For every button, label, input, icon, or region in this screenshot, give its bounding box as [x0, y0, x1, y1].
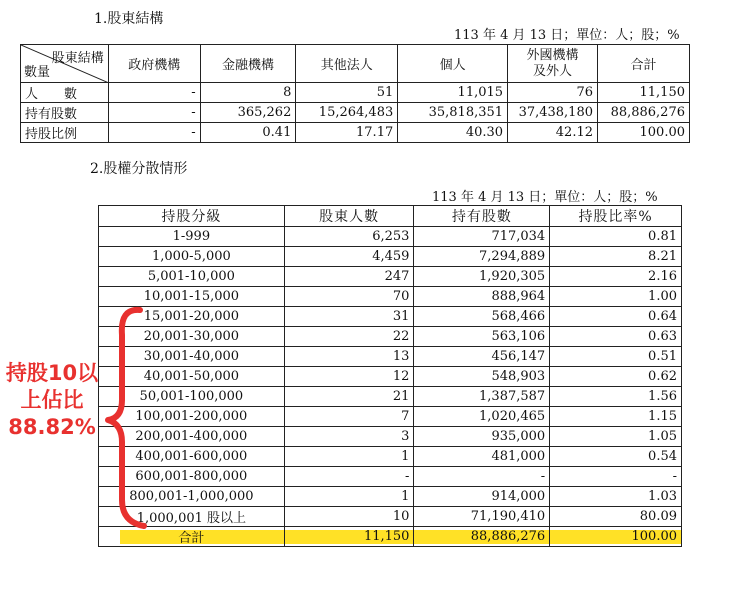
shares-cell: 456,147 [414, 347, 550, 367]
tier-cell: 1-999 [99, 227, 285, 247]
annotation-line: 持股10以 [5, 361, 99, 385]
col-header: 其他法人 [296, 45, 398, 83]
tier-cell: 20,001-30,000 [99, 327, 285, 347]
col-header: 政府機構 [108, 45, 200, 83]
annotation-line: 上佔比 [20, 388, 84, 412]
shareholder-structure-table [20, 44, 690, 143]
red-brace-annotation [100, 300, 150, 530]
tier-cell: 100,001-200,000 [99, 407, 285, 427]
col-header-holders: 股東人數 [284, 206, 414, 227]
pct-cell: 0.63 [550, 327, 682, 347]
shares-cell: 1,387,587 [414, 387, 550, 407]
cell: 0.41 [200, 123, 296, 143]
tier-cell: 1,000,001 股以上 [99, 507, 285, 527]
shares-cell: 1,920,305 [414, 267, 550, 287]
cell: - [108, 83, 200, 103]
structure-row-holders [21, 83, 690, 103]
row-label: 持股比例 [21, 123, 109, 143]
tier-cell: 50,001-100,000 [99, 387, 285, 407]
structure-row-ratio [21, 123, 690, 143]
tier-cell: 400,001-600,000 [99, 447, 285, 467]
pct-cell: 1.03 [550, 487, 682, 507]
pct-cell: 1.00 [550, 287, 682, 307]
holders-cell: 13 [284, 347, 414, 367]
holders-cell: 10 [284, 507, 414, 527]
distribution-row [99, 447, 682, 467]
tier-cell: 800,001-1,000,000 [99, 487, 285, 507]
holders-cell: 31 [284, 307, 414, 327]
corner-diagonal-header [21, 45, 109, 83]
shares-cell: 548,903 [414, 367, 550, 387]
shares-cell: 563,106 [414, 327, 550, 347]
col-header: 合計 [598, 45, 690, 83]
distribution-row [99, 247, 682, 267]
distribution-row [99, 427, 682, 447]
distribution-row [99, 347, 682, 367]
holders-cell: 3 [284, 427, 414, 447]
cell: - [108, 103, 200, 123]
col-header: 個人 [398, 45, 508, 83]
holders-cell: 247 [284, 267, 414, 287]
cell: 40.30 [398, 123, 508, 143]
pct-cell: 1.56 [550, 387, 682, 407]
pct-cell: 0.51 [550, 347, 682, 367]
tier-cell: 5,001-10,000 [99, 267, 285, 287]
distribution-row [99, 387, 682, 407]
shares-cell: 935,000 [414, 427, 550, 447]
shares-cell: 568,466 [414, 307, 550, 327]
shares-cell: 481,000 [414, 447, 550, 467]
section-1-title: 1.股東結構 [94, 11, 164, 27]
pct-cell: 1.05 [550, 427, 682, 447]
distribution-row [99, 467, 682, 487]
col-header: 金融機構 [200, 45, 296, 83]
row-label: 人 數 [21, 83, 109, 103]
shares-cell: 1,020,465 [414, 407, 550, 427]
tier-cell: 600,001-800,000 [99, 467, 285, 487]
pct-cell: 8.21 [550, 247, 682, 267]
distribution-row [99, 287, 682, 307]
col-header-tier: 持股分級 [99, 206, 285, 227]
pct-cell: 80.09 [550, 507, 682, 527]
share-distribution-table [98, 205, 682, 547]
cell: 35,818,351 [398, 103, 508, 123]
tier-cell: 200,001-400,000 [99, 427, 285, 447]
holders-cell: 4,459 [284, 247, 414, 267]
shares-cell: 7,294,889 [414, 247, 550, 267]
cell: 11,150 [598, 83, 690, 103]
section-2-title: 2.股權分散情形 [90, 161, 188, 177]
distribution-row [99, 527, 682, 547]
cell: 11,015 [398, 83, 508, 103]
section-2-date-note: 113 年 4 月 13 日；單位：人；股；% [432, 190, 658, 205]
pct-cell: 100.00 [550, 527, 682, 547]
pct-cell: 2.16 [550, 267, 682, 287]
holders-cell: 12 [284, 367, 414, 387]
cell: 17.17 [296, 123, 398, 143]
tier-cell: 合計 [99, 527, 285, 547]
holders-cell: 22 [284, 327, 414, 347]
pct-cell: - [550, 467, 682, 487]
shares-cell: - [414, 467, 550, 487]
corner-top-label: 股東結構 [51, 51, 104, 66]
shares-cell: 914,000 [414, 487, 550, 507]
distribution-row [99, 307, 682, 327]
pct-cell: 1.15 [550, 407, 682, 427]
holders-cell: 6,253 [284, 227, 414, 247]
cell: 88,886,276 [598, 103, 690, 123]
distribution-row [99, 267, 682, 287]
tier-cell: 40,001-50,000 [99, 367, 285, 387]
distribution-row [99, 487, 682, 507]
section-1-date-note: 113 年 4 月 13 日；單位：人；股；% [454, 28, 680, 43]
holders-cell: 21 [284, 387, 414, 407]
distribution-row [99, 227, 682, 247]
pct-cell: 0.81 [550, 227, 682, 247]
holders-cell: 1 [284, 487, 414, 507]
tier-cell: 30,001-40,000 [99, 347, 285, 367]
cell: 365,262 [200, 103, 296, 123]
cell: 37,438,180 [508, 103, 598, 123]
cell: 100.00 [598, 123, 690, 143]
shares-cell: 88,886,276 [414, 527, 550, 547]
tier-cell: 15,001-20,000 [99, 307, 285, 327]
pct-cell: 0.62 [550, 367, 682, 387]
distribution-row [99, 327, 682, 347]
col-header-shares: 持有股數 [414, 206, 550, 227]
cell: 8 [200, 83, 296, 103]
distribution-row [99, 367, 682, 387]
structure-row-shares [21, 103, 690, 123]
annotation-line: 88.82% [8, 415, 96, 439]
tier-cell: 1,000-5,000 [99, 247, 285, 267]
col-header: 外國機構 及外人 [508, 45, 598, 83]
shares-cell: 71,190,410 [414, 507, 550, 527]
distribution-row [99, 507, 682, 527]
tier-cell: 10,001-15,000 [99, 287, 285, 307]
pct-cell: 0.64 [550, 307, 682, 327]
corner-bottom-label: 數量 [24, 65, 51, 80]
cell: 76 [508, 83, 598, 103]
holders-cell: 1 [284, 447, 414, 467]
pct-cell: 0.54 [550, 447, 682, 467]
row-label: 持有股數 [21, 103, 109, 123]
cell: 42.12 [508, 123, 598, 143]
col-header-pct: 持股比率% [550, 206, 682, 227]
shares-cell: 717,034 [414, 227, 550, 247]
cell: 51 [296, 83, 398, 103]
distribution-row [99, 407, 682, 427]
holders-cell: - [284, 467, 414, 487]
shares-cell: 888,964 [414, 287, 550, 307]
cell: - [108, 123, 200, 143]
cell: 15,264,483 [296, 103, 398, 123]
holders-cell: 7 [284, 407, 414, 427]
holders-cell: 11,150 [284, 527, 414, 547]
holders-cell: 70 [284, 287, 414, 307]
annotation-text [2, 360, 102, 441]
